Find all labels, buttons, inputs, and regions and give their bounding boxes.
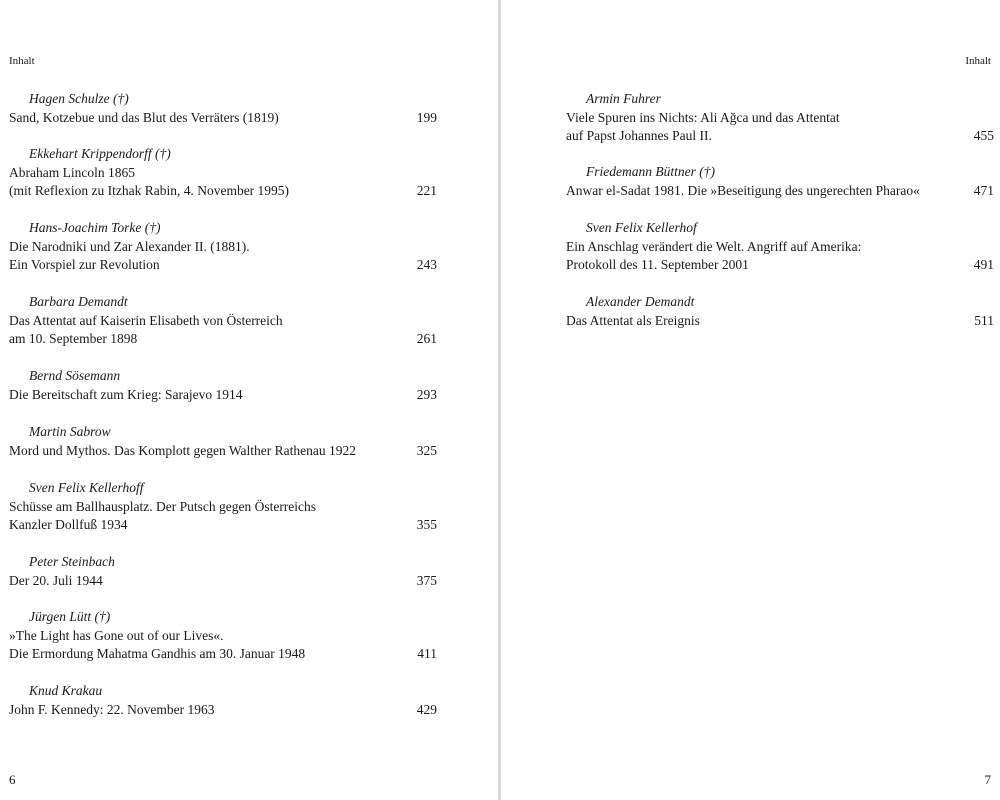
- toc-entry-title-line: [9, 572, 437, 591]
- running-head-right: Inhalt: [965, 55, 991, 67]
- toc-entry-page-number: 491: [973, 257, 994, 272]
- toc-entry-title-line: [566, 127, 994, 146]
- toc-entry: [566, 90, 994, 146]
- toc-entry: [9, 90, 437, 127]
- toc-entry-author: Sven Felix Kellerhoff: [29, 480, 144, 495]
- toc-entry: [9, 553, 437, 590]
- running-head-left: Inhalt: [9, 55, 35, 67]
- toc-entry-title-text: (mit Reflexion zu Itzhak Rabin, 4. November 1995): [9, 183, 290, 198]
- toc-entry-title-text: Ein Vorspiel zur Revolution: [9, 257, 160, 272]
- toc-entry-page-number: 375: [416, 572, 437, 588]
- toc-entry-title-text: »The Light has Gone out of our Lives«.: [9, 627, 224, 643]
- toc-entry-title-line: [9, 516, 437, 535]
- toc-entry-title-line: [9, 498, 437, 517]
- toc-entry-page-number: 471: [973, 182, 994, 198]
- toc-entry-author: Friedemann Büttner (†): [586, 164, 715, 179]
- toc-entry-title-line: [9, 386, 437, 405]
- toc-entry-title-line: [566, 312, 994, 331]
- toc-entry-title-line: [566, 109, 994, 128]
- toc-entry-title-text: Mord und Mythos. Das Komplott gegen Walther Rathenau 1922: [9, 442, 356, 458]
- toc-entry-author: Jürgen Lütt (†): [29, 609, 111, 624]
- toc-entry-author: Martin Sabrow: [29, 424, 111, 439]
- toc-entry-title-text: Protokoll des 11. September 2001: [566, 257, 749, 272]
- toc-entry: [9, 367, 437, 404]
- toc-entry-title-text: am 10. September 1898: [9, 331, 138, 346]
- toc-entry-author: Peter Steinbach: [29, 554, 115, 569]
- toc-entry-page-number: 199: [416, 109, 437, 125]
- toc-entry: [9, 293, 437, 349]
- toc-entry-page-number: 411: [417, 646, 437, 661]
- left-page: [0, 0, 499, 800]
- toc-entry: [566, 163, 994, 200]
- toc-entry-title-text: Abraham Lincoln 1865: [9, 164, 135, 180]
- right-page: [501, 0, 1000, 800]
- toc-entry-title-text: Anwar el-Sadat 1981. Die »Beseitigung des ungerechten Pharao«: [566, 182, 920, 198]
- toc-entry-page-number: 221: [416, 183, 437, 198]
- toc-entry-page-number: 355: [416, 517, 437, 532]
- toc-entry-author: Hagen Schulze (†): [29, 91, 129, 106]
- toc-entry-title-line: [566, 238, 994, 257]
- toc-entry: [9, 145, 437, 201]
- toc-entry-title-line: [9, 238, 437, 257]
- toc-entry-page-number: 325: [416, 442, 437, 458]
- toc-entry-page-number: 455: [973, 128, 994, 143]
- page-number-right: 7: [984, 772, 991, 787]
- toc-entry-title-text: Ein Anschlag verändert die Welt. Angriff auf Amerika:: [566, 238, 862, 254]
- toc-entry-title-line: [566, 256, 994, 275]
- toc-entry-author: Armin Fuhrer: [586, 91, 661, 106]
- toc-entry-title-text: auf Papst Johannes Paul II.: [566, 128, 712, 143]
- page-number-left: 6: [9, 772, 16, 787]
- toc-entry-title-line: [9, 182, 437, 201]
- toc-entry-title-line: [9, 164, 437, 183]
- toc-entry-title-text: Die Bereitschaft zum Krieg: Sarajevo 1914: [9, 386, 243, 402]
- toc-entry-title-line: [9, 312, 437, 331]
- toc-entry: [566, 219, 994, 275]
- toc-entry-title-text: Das Attentat auf Kaiserin Elisabeth von Österreich: [9, 312, 283, 328]
- toc-entry-title-line: [9, 109, 437, 128]
- toc-entry-title-text: Die Ermordung Mahatma Gandhis am 30. Januar 1948: [9, 646, 306, 661]
- toc-entry: [566, 293, 994, 330]
- toc-entry-title-line: [9, 256, 437, 275]
- toc-entry: [9, 479, 437, 535]
- toc-entry-title-text: Schüsse am Ballhausplatz. Der Putsch gegen Österreichs: [9, 498, 317, 514]
- toc-entry-author: Hans-Joachim Torke (†): [29, 220, 161, 235]
- toc-entry-title-line: [9, 645, 437, 664]
- toc-entry-author: Alexander Demandt: [586, 294, 695, 309]
- toc-entry-title-text: Kanzler Dollfuß 1934: [9, 517, 128, 532]
- toc-entry: [9, 682, 437, 719]
- toc-entry-title-line: [9, 701, 437, 720]
- toc-entry-title-line: [566, 182, 994, 201]
- toc-entry-author: Ekkehart Krippendorff (†): [29, 146, 171, 161]
- toc-entry-title-text: John F. Kennedy: 22. November 1963: [9, 701, 215, 717]
- toc-entry-title-text: Sand, Kotzebue und das Blut des Verräters (1819): [9, 109, 279, 125]
- toc-entry-page-number: 429: [416, 701, 437, 717]
- toc-entry-author: Sven Felix Kellerhof: [586, 220, 697, 235]
- toc-entry-author: Knud Krakau: [29, 683, 103, 698]
- toc-entry-author: Bernd Sösemann: [29, 368, 121, 383]
- toc-entry-title-line: [9, 442, 437, 461]
- toc-entry: [9, 423, 437, 460]
- toc-entry-title-line: [9, 330, 437, 349]
- toc-entry-page-number: 511: [974, 312, 994, 328]
- toc-entry-title-line: [9, 627, 437, 646]
- toc-entry-page-number: 243: [416, 257, 437, 272]
- toc-entry-title-text: Die Narodniki und Zar Alexander II. (1881).: [9, 238, 250, 254]
- toc-entry: [9, 608, 437, 664]
- toc-entry-title-text: Viele Spuren ins Nichts: Ali Ağca und das Attentat: [566, 109, 840, 125]
- toc-entry-title-text: Der 20. Juli 1944: [9, 572, 103, 588]
- toc-entry-page-number: 261: [416, 331, 437, 346]
- toc-entry-page-number: 293: [416, 386, 437, 402]
- toc-entry-author: Barbara Demandt: [29, 294, 128, 309]
- toc-entry-title-text: Das Attentat als Ereignis: [566, 312, 700, 328]
- toc-entry: [9, 219, 437, 275]
